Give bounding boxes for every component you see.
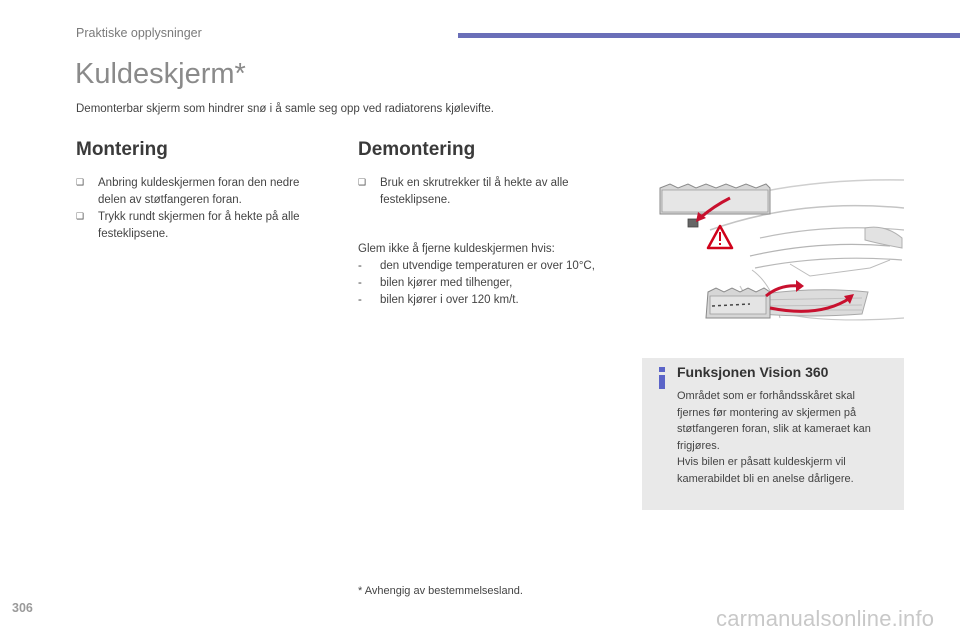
list-item-text: den utvendige temperaturen er over 10°C, (380, 260, 595, 272)
info-line: Området som er forhåndsskåret skal (677, 390, 855, 402)
list-item-text: Bruk en skrutrekker til å hekte av alle festeklipsene. (380, 177, 569, 206)
intro-text: Demonterbar skjerm som hindrer snø i å samle seg opp ved radiatorens kjølevifte. (76, 103, 495, 115)
checkbox-icon: ❑ (76, 212, 85, 222)
list-item-text: bilen kjører med tilhenger, (380, 277, 513, 289)
info-line: fjernes før montering av skjermen på (677, 406, 857, 419)
warning-intro: Glem ikke å fjerne kuldeskjermen hvis: (358, 243, 555, 255)
info-line: Hvis bilen er påsatt kuldeskjerm vil (677, 456, 846, 468)
list-item-text: bilen kjører i over 120 km/t. (380, 294, 519, 306)
car-front-illustration (640, 168, 904, 338)
info-box-title: Funksjonen Vision 360 (677, 364, 829, 380)
info-line: kamerabildet bli en anelse dårligere. (677, 472, 854, 485)
footnote: * Avhengig av bestemmelsesland. (358, 585, 523, 597)
info-line: støtfangeren foran, slik at kameraet kan (677, 423, 871, 435)
demontering-section (358, 139, 618, 309)
list-item: - bilen kjører i over 120 km/t. (358, 294, 519, 306)
list-item: - den utvendige temperaturen er over 10°C, (358, 260, 595, 272)
montering-section (76, 139, 326, 243)
demontering-list (358, 175, 618, 209)
info-line: frigjøres. (677, 439, 720, 452)
section-label: Praktiske opplysninger (76, 26, 202, 40)
info-box (642, 358, 904, 510)
list-item-text: Anbring kuldeskjermen foran den nedre delen av støtfangeren foran. (98, 177, 300, 206)
info-box-text (677, 388, 899, 487)
list-item (358, 175, 618, 209)
montering-heading: Montering (76, 139, 168, 160)
list-item: - bilen kjører med tilhenger, (358, 277, 513, 289)
list-item-text: Trykk rundt skjermen for å hekte på alle festeklipsene. (98, 211, 300, 240)
demontering-heading: Demontering (358, 139, 476, 160)
list-item (76, 209, 326, 243)
list-item (76, 175, 326, 209)
watermark: carmanualsonline.info (716, 606, 935, 631)
header-bar (458, 33, 960, 38)
checkbox-icon: ❑ (358, 178, 367, 188)
warning-list (358, 258, 618, 309)
page-number: 306 (12, 601, 33, 615)
cold-screen-illustration (640, 168, 904, 338)
info-icon (654, 366, 670, 390)
warning-block (358, 241, 618, 309)
page-title: Kuldeskjerm* (75, 58, 246, 90)
checkbox-icon: ❑ (76, 178, 85, 188)
montering-list (76, 175, 326, 243)
